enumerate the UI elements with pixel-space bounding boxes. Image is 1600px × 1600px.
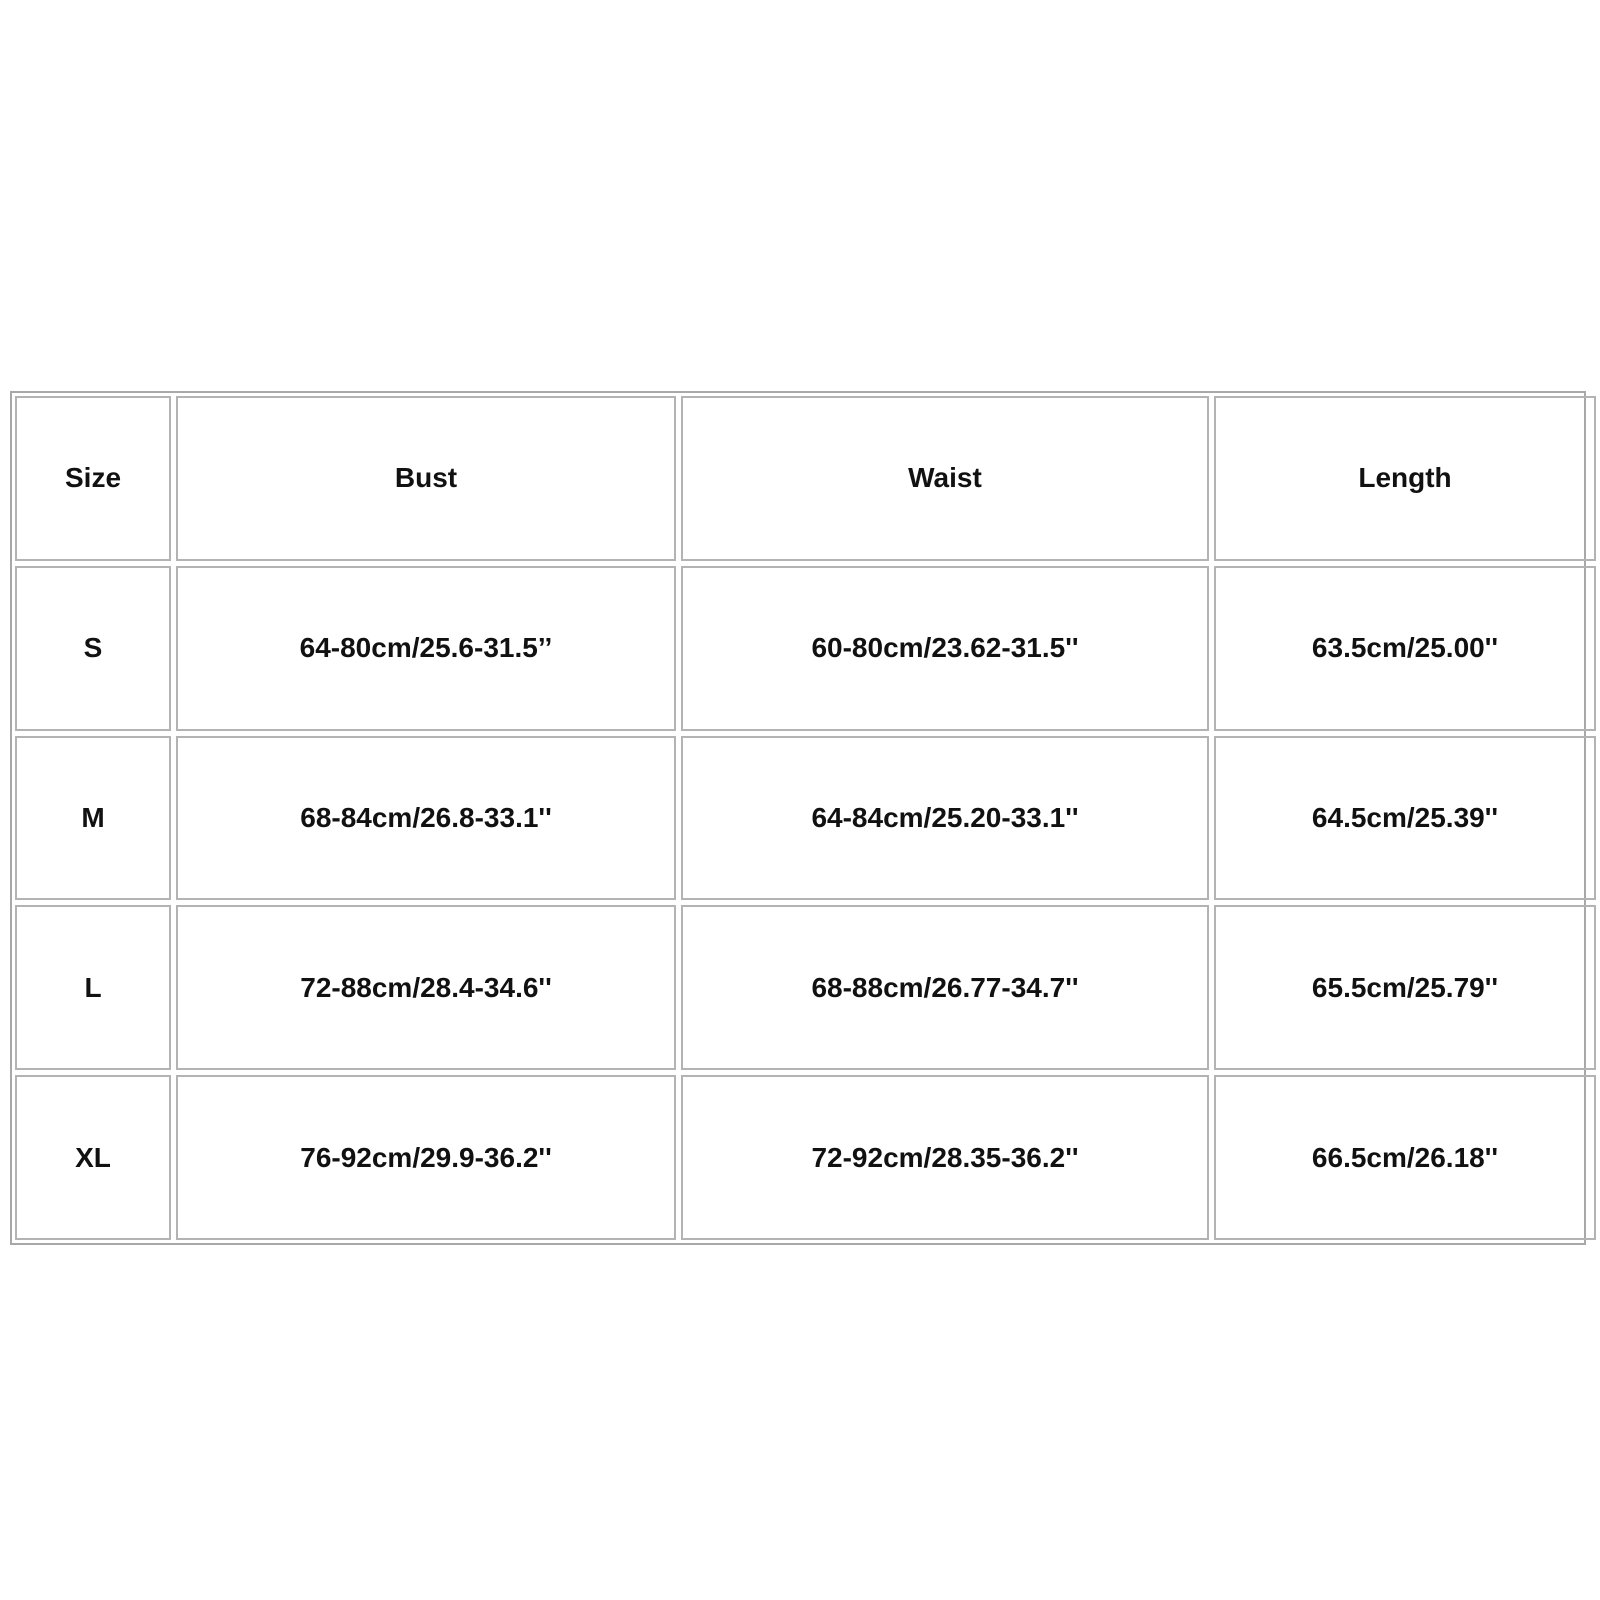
size-cell: S — [15, 566, 171, 731]
size-cell: M — [15, 736, 171, 901]
length-cell: 64.5cm/25.39'' — [1214, 736, 1596, 901]
table-row — [15, 1075, 1596, 1240]
length-cell: 66.5cm/26.18'' — [1214, 1075, 1596, 1240]
table-row — [15, 736, 1596, 901]
length-cell: 63.5cm/25.00'' — [1214, 566, 1596, 731]
waist-cell: 64-84cm/25.20-33.1'' — [681, 736, 1209, 901]
size-cell: XL — [15, 1075, 171, 1240]
size-chart — [10, 391, 1586, 1245]
bust-cell: 64-80cm/25.6-31.5’’ — [176, 566, 676, 731]
header-waist: Waist — [681, 396, 1209, 561]
size-cell: L — [15, 905, 171, 1070]
table-row — [15, 566, 1596, 731]
waist-cell: 60-80cm/23.62-31.5'' — [681, 566, 1209, 731]
waist-cell: 68-88cm/26.77-34.7'' — [681, 905, 1209, 1070]
header-size: Size — [15, 396, 171, 561]
header-row — [15, 396, 1596, 561]
bust-cell: 76-92cm/29.9-36.2'' — [176, 1075, 676, 1240]
header-bust: Bust — [176, 396, 676, 561]
bust-cell: 68-84cm/26.8-33.1'' — [176, 736, 676, 901]
waist-cell: 72-92cm/28.35-36.2'' — [681, 1075, 1209, 1240]
size-chart-table — [10, 391, 1600, 1245]
length-cell: 65.5cm/25.79'' — [1214, 905, 1596, 1070]
bust-cell: 72-88cm/28.4-34.6'' — [176, 905, 676, 1070]
header-length: Length — [1214, 396, 1596, 561]
table-row — [15, 905, 1596, 1070]
